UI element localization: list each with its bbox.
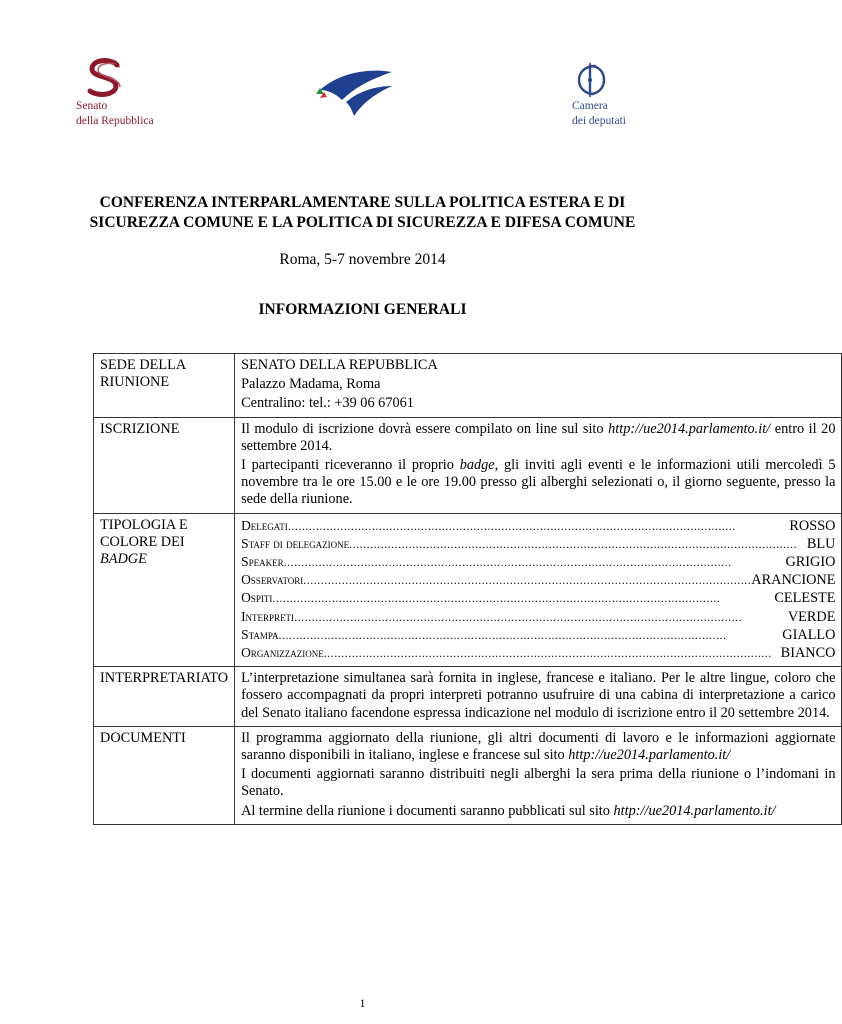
page-number: 1	[359, 996, 366, 1010]
badge-color-list	[235, 513, 842, 667]
label-sede: SEDE DELLA RIUNIONE	[94, 354, 235, 418]
documents-link[interactable]: http://ue2014.parlamento.it/	[568, 747, 731, 764]
label-documenti: DOCUMENTI	[94, 726, 235, 824]
info-table	[93, 353, 842, 825]
leader-dots	[272, 590, 774, 607]
content-interpretariato	[235, 667, 842, 727]
iscrizione-paragraph-1	[241, 421, 835, 455]
header-logos	[0, 0, 725, 140]
iscrizione-paragraph-2	[241, 457, 835, 509]
badge-category: Stampa	[241, 626, 279, 642]
badge-category: Organizzazione	[241, 645, 324, 661]
interpretariato-text: L’interpretazione simultanea sarà fornita in inglese, francese e italiano. Per le altre lingue, coloro che fossero accompagnati da propri interpreti potranno usufruire di una cabina di interpretazione a carico del Senato italiano facendone espressa indicazione nel modulo di iscrizione entro il 20 settembre 2014.	[241, 670, 836, 721]
row-tipologia	[94, 513, 842, 667]
senato-text-line2: della Repubblica	[76, 115, 154, 127]
documenti-text-3: Al termine della riunione i documenti saranno pubblicati sul sito	[241, 802, 614, 819]
senato-emblem-icon	[82, 58, 128, 98]
camera-text-line1: Camera	[572, 100, 608, 112]
sede-line-2: Palazzo Madama, Roma	[241, 376, 381, 393]
leader-dots	[279, 627, 783, 644]
camera-emblem-icon	[574, 60, 608, 98]
sede-line-3: Centralino: tel.: +39 06 67061	[241, 395, 414, 412]
section-title: INFORMAZIONI GENERALI	[258, 301, 467, 318]
publication-link[interactable]: http://ue2014.parlamento.it/	[613, 802, 776, 819]
badge-color: ROSSO	[789, 517, 836, 534]
label-iscrizione: ISCRIZIONE	[94, 417, 235, 513]
registration-link[interactable]: http://ue2014.parlamento.it/	[608, 420, 771, 437]
row-interpretariato	[94, 667, 842, 727]
badge-color: BIANCO	[780, 645, 836, 662]
camera-text-line2: dei deputati	[572, 115, 626, 127]
badge-text-a: I partecipanti riceveranno il proprio	[241, 457, 460, 474]
eu-presidency-logo	[312, 66, 396, 123]
sede-line-1: SENATO DELLA REPUBBLICA	[241, 357, 438, 373]
camera-logo	[572, 60, 652, 128]
title-line-2: SICUREZZA COMUNE E LA POLITICA DI SICUREZZA E DIFESA COMUNE	[89, 214, 636, 231]
leader-dots	[288, 518, 790, 535]
badge-category: Delegati	[241, 517, 288, 533]
label-interpretariato: INTERPRETARIATO	[94, 667, 235, 727]
senato-text-line1: Senato	[76, 100, 108, 112]
title-line-1: CONFERENZA INTERPARLAMENTARE SULLA POLITICA ESTERA E DI	[99, 194, 626, 211]
leader-dots	[303, 572, 751, 589]
content-documenti	[235, 726, 842, 824]
content-iscrizione	[235, 417, 842, 513]
badge-category: Speaker	[241, 554, 284, 570]
documenti-paragraph-2: I documenti aggiornati saranno distribuiti negli alberghi la sera prima della riunione o l’indomani in Senato.	[241, 766, 836, 800]
leader-dots	[284, 554, 786, 571]
document-title	[60, 193, 665, 233]
badge-row	[241, 517, 835, 535]
badge-color: VERDE	[787, 608, 836, 625]
badge-row	[241, 535, 835, 553]
tipologia-label-line1: TIPOLOGIA E	[100, 516, 188, 533]
leader-dots	[294, 609, 788, 626]
badge-category: Staff di delegazione	[241, 535, 350, 551]
badge-category: Ospiti	[241, 590, 273, 606]
row-sede	[94, 354, 842, 418]
content-sede	[235, 354, 842, 418]
documenti-paragraph-3	[241, 803, 835, 820]
badge-category: Osservatori	[241, 572, 304, 588]
badge-word: badge	[459, 457, 495, 474]
tipologia-label-badge: BADGE	[100, 551, 147, 568]
badge-color: CELESTE	[774, 590, 836, 607]
documenti-text-1: Il programma aggiornato della riunione, gli altri documenti di lavoro e le informazioni aggiornate saranno disponibili in italiano, inglese e francese sul sito	[241, 729, 836, 764]
badge-row	[241, 589, 835, 607]
row-iscrizione	[94, 417, 842, 513]
badge-color: GIALLO	[782, 626, 836, 643]
badge-row	[241, 571, 835, 589]
badge-row	[241, 644, 835, 662]
badge-category: Interpreti	[241, 608, 295, 624]
event-date: Roma, 5-7 novembre 2014	[279, 251, 446, 268]
tipologia-label-line2: COLORE DEI	[100, 533, 185, 550]
iscrizione-deadline: entro il 20 settembre 2014.	[241, 420, 836, 454]
badge-text-b: , gli inviti agli eventi e le informazioni utili mercoledì 5 novembre tra le ore 15.00 e le ore 19.00 presso gli alberghi selezionati o, il giorno seguente, presso la sede della riunione.	[241, 457, 836, 508]
leader-dots	[324, 645, 781, 662]
row-documenti	[94, 726, 842, 824]
badge-color: BLU	[806, 535, 836, 552]
badge-color: ARANCIONE	[751, 572, 836, 589]
badge-row	[241, 608, 835, 626]
badge-color: GRIGIO	[785, 554, 836, 571]
iscrizione-text: Il modulo di iscrizione dovrà essere compilato on line sul sito	[241, 420, 609, 437]
badge-row	[241, 626, 835, 644]
label-tipologia	[94, 513, 235, 667]
badge-row	[241, 553, 835, 571]
leader-dots	[349, 536, 807, 553]
senato-logo	[76, 58, 166, 128]
swallow-logo-icon	[312, 66, 396, 118]
documenti-paragraph-1	[241, 730, 835, 764]
